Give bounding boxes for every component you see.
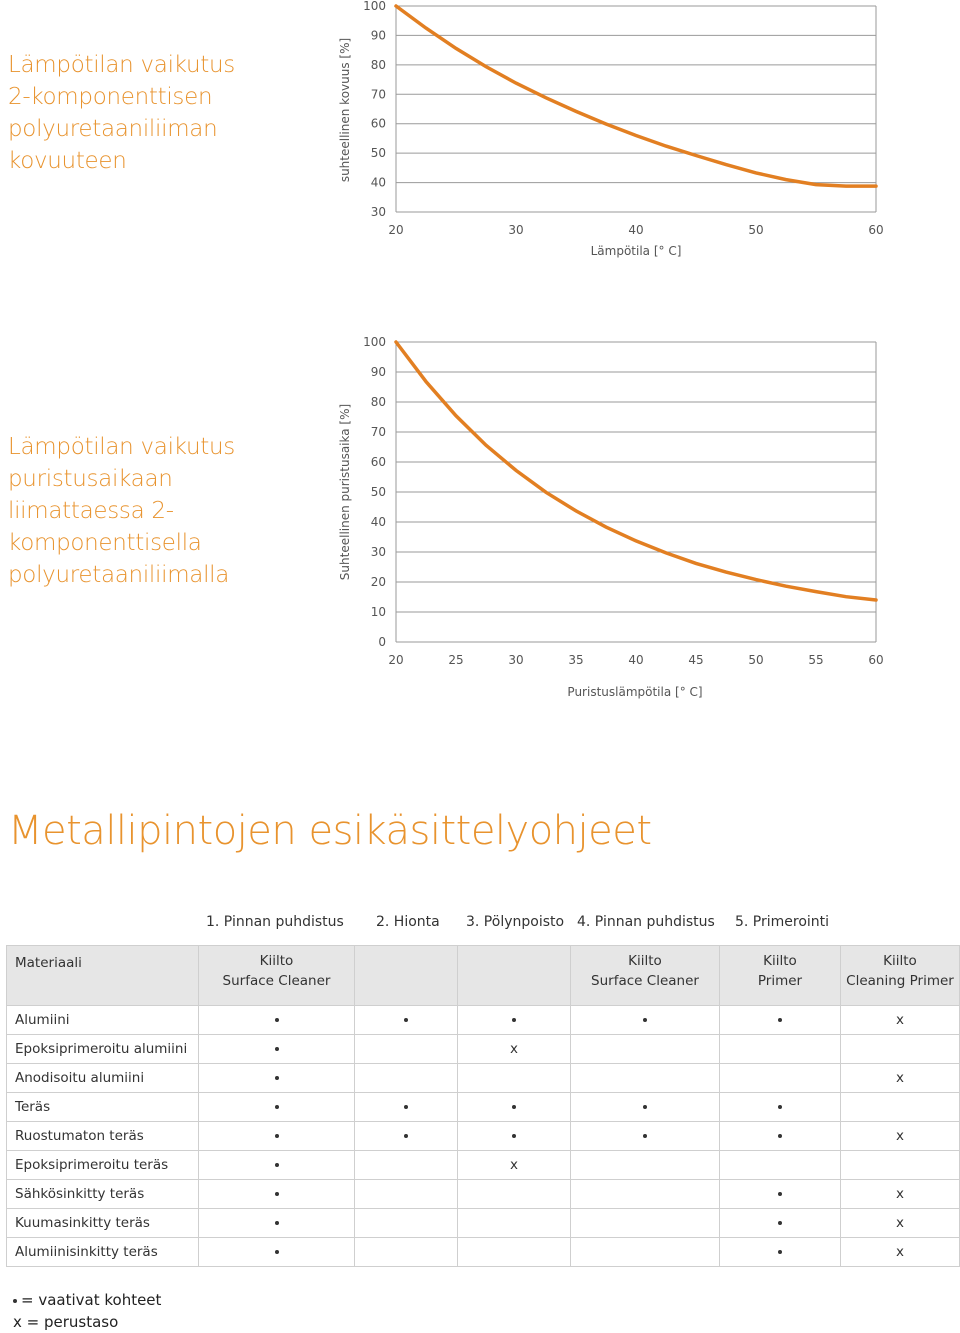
- table-cell: [199, 1238, 355, 1267]
- dot-icon: [275, 1076, 279, 1080]
- dot-icon: [275, 1105, 279, 1109]
- dot-icon: [512, 1018, 516, 1022]
- row-material: Alumiinisinkitty teräs: [7, 1238, 199, 1267]
- x-tick-label: 60: [868, 653, 884, 667]
- x-tick-label: 30: [508, 223, 524, 237]
- y-axis-label: suhteellinen kovuus [%]: [338, 37, 352, 183]
- table-cell: x: [841, 1006, 960, 1035]
- y-tick-label: 0: [378, 635, 386, 649]
- dot-icon: [275, 1134, 279, 1138]
- header-product: [199, 946, 355, 1006]
- y-tick-label: 50: [370, 146, 386, 161]
- x-axis-label: Lämpötila [° C]: [590, 244, 682, 258]
- series-line-hardness: [396, 6, 876, 186]
- table-cell: [355, 1064, 458, 1093]
- row-material: Ruostumaton teräs: [7, 1122, 199, 1151]
- y-tick-label: 70: [370, 87, 386, 102]
- table-cell: x: [841, 1064, 960, 1093]
- table-cell: [571, 1006, 720, 1035]
- pretreatment-table: [6, 945, 960, 1267]
- row-material: Epoksiprimeroitu teräs: [7, 1151, 199, 1180]
- header-product: [841, 946, 960, 1006]
- header-product-name: Primer: [757, 973, 803, 989]
- table-cell: [458, 1238, 571, 1267]
- x-tick-label: 60: [868, 223, 884, 237]
- table-cell: [199, 1180, 355, 1209]
- header-product-brand: Kiilto: [259, 953, 294, 969]
- dot-icon: [404, 1134, 408, 1138]
- dot-icon: [643, 1018, 647, 1022]
- table-cell: [571, 1209, 720, 1238]
- legend-x-text: x = perustaso: [13, 1313, 119, 1331]
- table-cell: [720, 1209, 841, 1238]
- table-cell: [571, 1093, 720, 1122]
- x-tick-label: 30: [508, 653, 524, 667]
- x-axis-label: Puristuslämpötila [° C]: [567, 685, 703, 699]
- header-product-brand: Kiilto: [883, 953, 917, 969]
- y-axis-label: Suhteellinen puristusaika [%]: [338, 403, 352, 581]
- table-cell: [199, 1006, 355, 1035]
- row-material: Epoksiprimeroitu alumiini: [7, 1035, 199, 1064]
- y-tick-label: 40: [370, 175, 386, 190]
- table-cell: [841, 1093, 960, 1122]
- x-tick-label: 50: [748, 223, 764, 237]
- y-tick-label: 40: [370, 515, 386, 529]
- y-tick-label: 80: [370, 57, 386, 72]
- table-cell: x: [841, 1238, 960, 1267]
- y-tick-label: 10: [370, 605, 386, 619]
- dot-icon: [275, 1018, 279, 1022]
- dot-icon: [275, 1192, 279, 1196]
- x-tick-label: 20: [388, 653, 404, 667]
- table-cell: [458, 1209, 571, 1238]
- y-tick-label: 70: [370, 425, 386, 439]
- x-tick-label: 50: [748, 653, 764, 667]
- x-tick-label: 20: [388, 223, 404, 237]
- header-product-brand: Kiilto: [628, 953, 662, 969]
- y-tick-label: 90: [370, 28, 386, 43]
- dot-icon: [512, 1134, 516, 1138]
- x-tick-label: 35: [568, 653, 584, 667]
- chart1-title: Lämpötilan vaikutus 2-komponenttisen polyuretaaniliiman kovuuteen: [8, 52, 235, 174]
- table-cell: [355, 1180, 458, 1209]
- y-tick-label: 60: [370, 455, 386, 469]
- y-tick-label: 90: [370, 365, 386, 379]
- dot-icon: [778, 1221, 782, 1225]
- table-cell: [720, 1238, 841, 1267]
- table-cell: [720, 1122, 841, 1151]
- table-cell: [355, 1209, 458, 1238]
- table-cell: [355, 1035, 458, 1064]
- table-row: [7, 1006, 960, 1035]
- table-cell: [720, 1151, 841, 1180]
- step-2: 2. Hionta: [376, 914, 440, 930]
- header-product: [571, 946, 720, 1006]
- legend-x: [13, 1312, 118, 1332]
- table-cell: x: [458, 1151, 571, 1180]
- table-cell: [571, 1122, 720, 1151]
- y-tick-label: 30: [370, 545, 386, 559]
- chart2-title: Lämpötilan vaikutus puristusaikaan liimattaessa 2-komponenttisella polyuretaaniliimalla: [8, 434, 235, 588]
- chart-hardness: [0, 0, 960, 270]
- legend-dot: [13, 1290, 161, 1310]
- y-tick-label: 80: [370, 395, 386, 409]
- row-material: Sähkösinkitty teräs: [7, 1180, 199, 1209]
- table-cell: [199, 1122, 355, 1151]
- y-tick-label: 20: [370, 575, 386, 589]
- table-cell: [355, 1151, 458, 1180]
- x-tick-label: 45: [688, 653, 704, 667]
- header-product: [720, 946, 841, 1006]
- y-tick-label: 50: [370, 485, 386, 499]
- table-cell: [199, 1209, 355, 1238]
- table-cell: [199, 1035, 355, 1064]
- table-cell: [199, 1064, 355, 1093]
- table-row: [7, 1093, 960, 1122]
- header-product-brand: Kiilto: [763, 953, 797, 969]
- step-4: 4. Pinnan puhdistus: [577, 914, 715, 930]
- header-material: Materiaali: [7, 946, 199, 1006]
- y-tick-label: 100: [363, 0, 386, 13]
- table-cell: x: [841, 1122, 960, 1151]
- header-product-name: Surface Cleaner: [591, 973, 699, 989]
- table-row: [7, 1180, 960, 1209]
- dot-icon: [643, 1105, 647, 1109]
- table-cell: [841, 1151, 960, 1180]
- dot-icon: [275, 1163, 279, 1167]
- x-tick-label: 40: [628, 653, 644, 667]
- dot-icon: [404, 1018, 408, 1022]
- table-cell: [841, 1035, 960, 1064]
- series-line-pressing-time: [396, 342, 876, 600]
- table-cell: x: [841, 1209, 960, 1238]
- header-product: [458, 946, 571, 1006]
- dot-icon: [275, 1047, 279, 1051]
- table-cell: [355, 1006, 458, 1035]
- dot-icon: [512, 1105, 516, 1109]
- table-cell: [571, 1238, 720, 1267]
- row-material: Anodisoitu alumiini: [7, 1064, 199, 1093]
- table-row: [7, 1151, 960, 1180]
- section-title: Metallipintojen esikäsittelyohjeet: [8, 808, 652, 854]
- table-row: [7, 1122, 960, 1151]
- step-3: 3. Pölynpoisto: [466, 914, 565, 930]
- table-cell: [458, 1093, 571, 1122]
- chart-pressing-time: [0, 330, 960, 730]
- table-cell: [571, 1035, 720, 1064]
- table-cell: [458, 1180, 571, 1209]
- table-row: [7, 1035, 960, 1064]
- step-headings: [0, 914, 960, 936]
- header-product: [355, 946, 458, 1006]
- table-cell: [199, 1093, 355, 1122]
- table-cell: [355, 1122, 458, 1151]
- y-tick-label: 30: [370, 205, 386, 219]
- table-cell: [355, 1238, 458, 1267]
- dot-icon: [275, 1250, 279, 1254]
- header-product-name: Surface Cleaner: [222, 973, 331, 989]
- row-material: Teräs: [7, 1093, 199, 1122]
- dot-icon: [778, 1250, 782, 1254]
- table-cell: [571, 1151, 720, 1180]
- table-cell: [720, 1006, 841, 1035]
- header-product-name: Cleaning Primer: [846, 973, 954, 989]
- dot-icon: [778, 1192, 782, 1196]
- legend-dot-text: = vaativat kohteet: [21, 1291, 162, 1309]
- table-cell: [720, 1035, 841, 1064]
- dot-icon: [778, 1134, 782, 1138]
- table-cell: [720, 1093, 841, 1122]
- dot-icon: [778, 1105, 782, 1109]
- table-cell: [571, 1064, 720, 1093]
- step-5: 5. Primerointi: [735, 914, 830, 930]
- row-material: Alumiini: [7, 1006, 199, 1035]
- table-cell: x: [458, 1035, 571, 1064]
- dot-icon: [13, 1299, 17, 1303]
- dot-icon: [778, 1018, 782, 1022]
- y-tick-label: 100: [363, 335, 386, 349]
- table-cell: [571, 1180, 720, 1209]
- table-cell: x: [841, 1180, 960, 1209]
- table-row: [7, 1209, 960, 1238]
- table-row: [7, 1238, 960, 1267]
- x-tick-label: 25: [448, 653, 464, 667]
- table-cell: [458, 1122, 571, 1151]
- table-header-row: [7, 946, 960, 1006]
- table-cell: [720, 1064, 841, 1093]
- x-tick-label: 55: [808, 653, 824, 667]
- table-cell: [199, 1151, 355, 1180]
- dot-icon: [643, 1134, 647, 1138]
- table-cell: [355, 1093, 458, 1122]
- table-cell: [458, 1064, 571, 1093]
- dot-icon: [404, 1105, 408, 1109]
- dot-icon: [275, 1221, 279, 1225]
- table-cell: [720, 1180, 841, 1209]
- table-cell: [458, 1006, 571, 1035]
- y-tick-label: 60: [370, 116, 386, 131]
- row-material: Kuumasinkitty teräs: [7, 1209, 199, 1238]
- x-tick-label: 40: [628, 223, 644, 237]
- table-row: [7, 1064, 960, 1093]
- step-1: 1. Pinnan puhdistus: [206, 914, 344, 930]
